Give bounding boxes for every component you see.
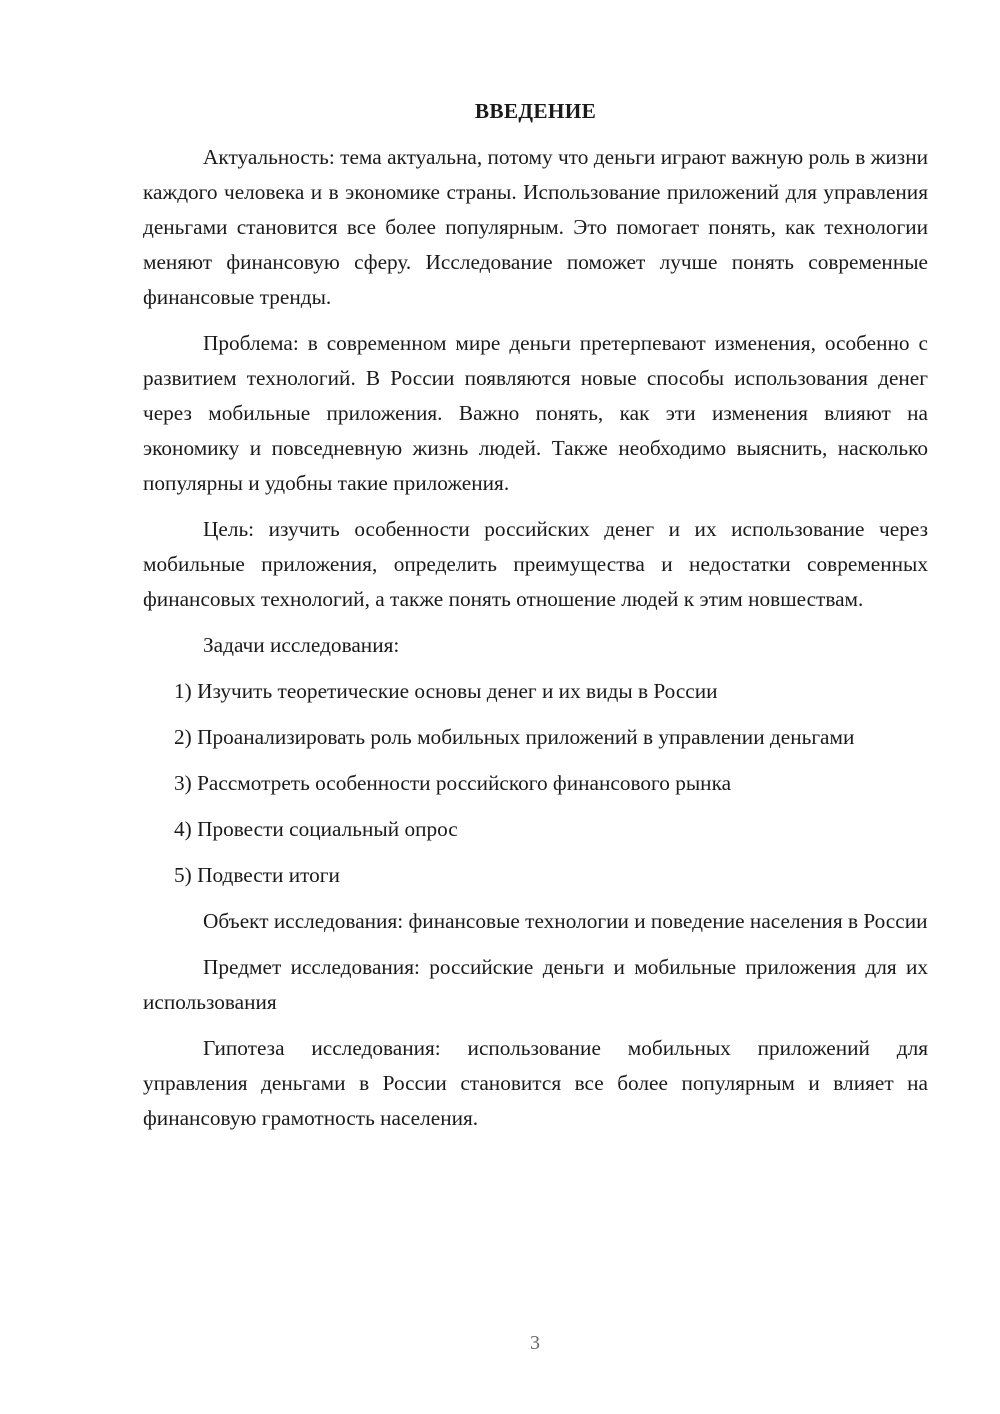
paragraph-relevance: Актуальность: тема актуальна, потому что деньги играют важную роль в жизни каждого человека и в экономике страны. Использование приложений для управления деньгами становится все более популярным. Это помогает понять, как технологии меняют финансовую сферу. Исследование поможет лучше понять современные финансовые тренды. [143,145,928,309]
paragraph-hypothesis: Гипотеза исследования: использование мобильных приложений для управления деньгами в России становится все более популярным и влияет на финансовую грамотность населения. [143,1036,928,1130]
page-number: 3 [530,1332,540,1354]
task-item-2: 2) Проанализировать роль мобильных приложений в управлении деньгами [174,725,855,749]
task-item-5: 5) Подвести итоги [174,863,340,887]
paragraph-subject: Предмет исследования: российские деньги и мобильные приложения для их использования [143,955,928,1014]
task-item-3: 3) Рассмотреть особенности российского финансового рынка [174,771,732,795]
document-page [143,96,928,1147]
paragraph-object: Объект исследования: финансовые технологии и поведение населения в России [203,909,928,933]
task-item-4: 4) Провести социальный опрос [174,817,458,841]
paragraph-tasks-title: Задачи исследования: [203,633,400,657]
section-heading: ВВЕДЕНИЕ [474,99,597,123]
paragraph-goal: Цель: изучить особенности российских денег и их использование через мобильные приложения, определить преимущества и недостатки современных финансовых технологий, а также понять отношение людей к этим новшествам. [143,517,928,611]
paragraph-problem: Проблема: в современном мире деньги претерпевают изменения, особенно с развитием технологий. В России появляются новые способы использования денег через мобильные приложения. Важно понять, как эти изменения влияют на экономику и повседневную жизнь людей. Также необходимо выяснить, насколько популярны и удобны такие приложения. [143,331,928,495]
task-item-1: 1) Изучить теоретические основы денег и их виды в России [174,679,718,703]
